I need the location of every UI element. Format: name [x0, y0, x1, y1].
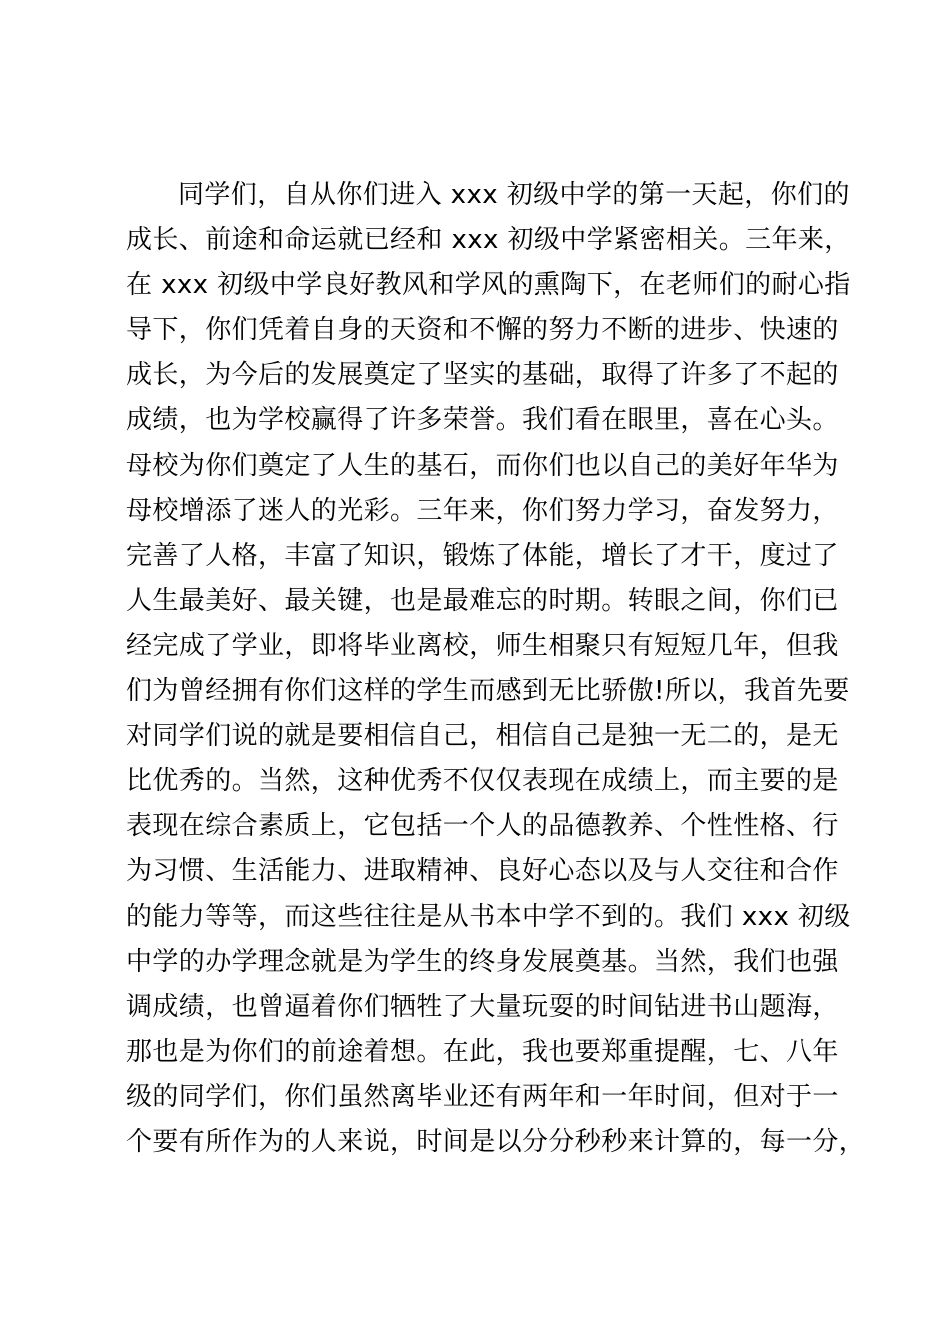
- paragraph-line: 的能力等等，而这些往往是从书本中学不到的。我们 xxx 初级: [126, 901, 851, 932]
- paragraph-line: 母校增添了迷人的光彩。三年来，你们努力学习，奋发努力，: [126, 495, 839, 526]
- paragraph-line: 完善了人格，丰富了知识，锻炼了体能，增长了才干，度过了: [126, 540, 839, 571]
- paragraph-line: 个要有所作为的人来说，时间是以分分秒秒来计算的，每一分，: [126, 1126, 866, 1157]
- paragraph-line: 中学的办学理念就是为学生的终身发展奠基。当然，我们也强: [126, 946, 839, 977]
- paragraph-line: 同学们，自从你们进入 xxx 初级中学的第一天起，你们的: [178, 180, 850, 210]
- paragraph-line: 级的同学们，你们虽然离毕业还有两年和一年时间，但对于一: [126, 1081, 839, 1112]
- body-paragraph: [126, 173, 866, 1165]
- paragraph-line: 比优秀的。当然，这种优秀不仅仅表现在成绩上，而主要的是: [126, 766, 839, 797]
- paragraph-line: 成长，为今后的发展奠定了坚实的基础，取得了许多了不起的: [126, 360, 839, 391]
- paragraph-line: 那也是为你们的前途着想。在此，我也要郑重提醒，七、八年: [126, 1036, 839, 1067]
- paragraph-line: 成长、前途和命运就已经和 xxx 初级中学紧密相关。三年来，: [126, 225, 851, 256]
- paragraph-line: 在 xxx 初级中学良好教风和学风的熏陶下，在老师们的耐心指: [126, 270, 851, 301]
- paragraph-line: 调成绩，也曾逼着你们牺牲了大量玩耍的时间钻进书山题海，: [126, 991, 839, 1022]
- paragraph-line: 表现在综合素质上，它包括一个人的品德教养、个性性格、行: [126, 811, 839, 842]
- paragraph-line: 对同学们说的就是要相信自己，相信自己是独一无二的，是无: [126, 721, 839, 752]
- paragraph-line: 为习惯、生活能力、进取精神、良好心态以及与人交往和合作: [126, 856, 839, 887]
- paragraph-line: 导下，你们凭着自身的天资和不懈的努力不断的进步、快速的: [126, 315, 839, 346]
- paragraph-line: 经完成了学业，即将毕业离校，师生相聚只有短短几年，但我: [126, 630, 839, 661]
- paragraph-line: 人生最美好、最关键，也是最难忘的时期。转眼之间，你们已: [126, 585, 839, 616]
- paragraph-line: 们为曾经拥有你们这样的学生而感到无比骄傲!所以，我首先要: [126, 676, 850, 707]
- paragraph-line: 成绩，也为学校赢得了许多荣誉。我们看在眼里，喜在心头。: [126, 405, 839, 436]
- paragraph-line: 母校为你们奠定了人生的基石，而你们也以自己的美好年华为: [126, 450, 839, 481]
